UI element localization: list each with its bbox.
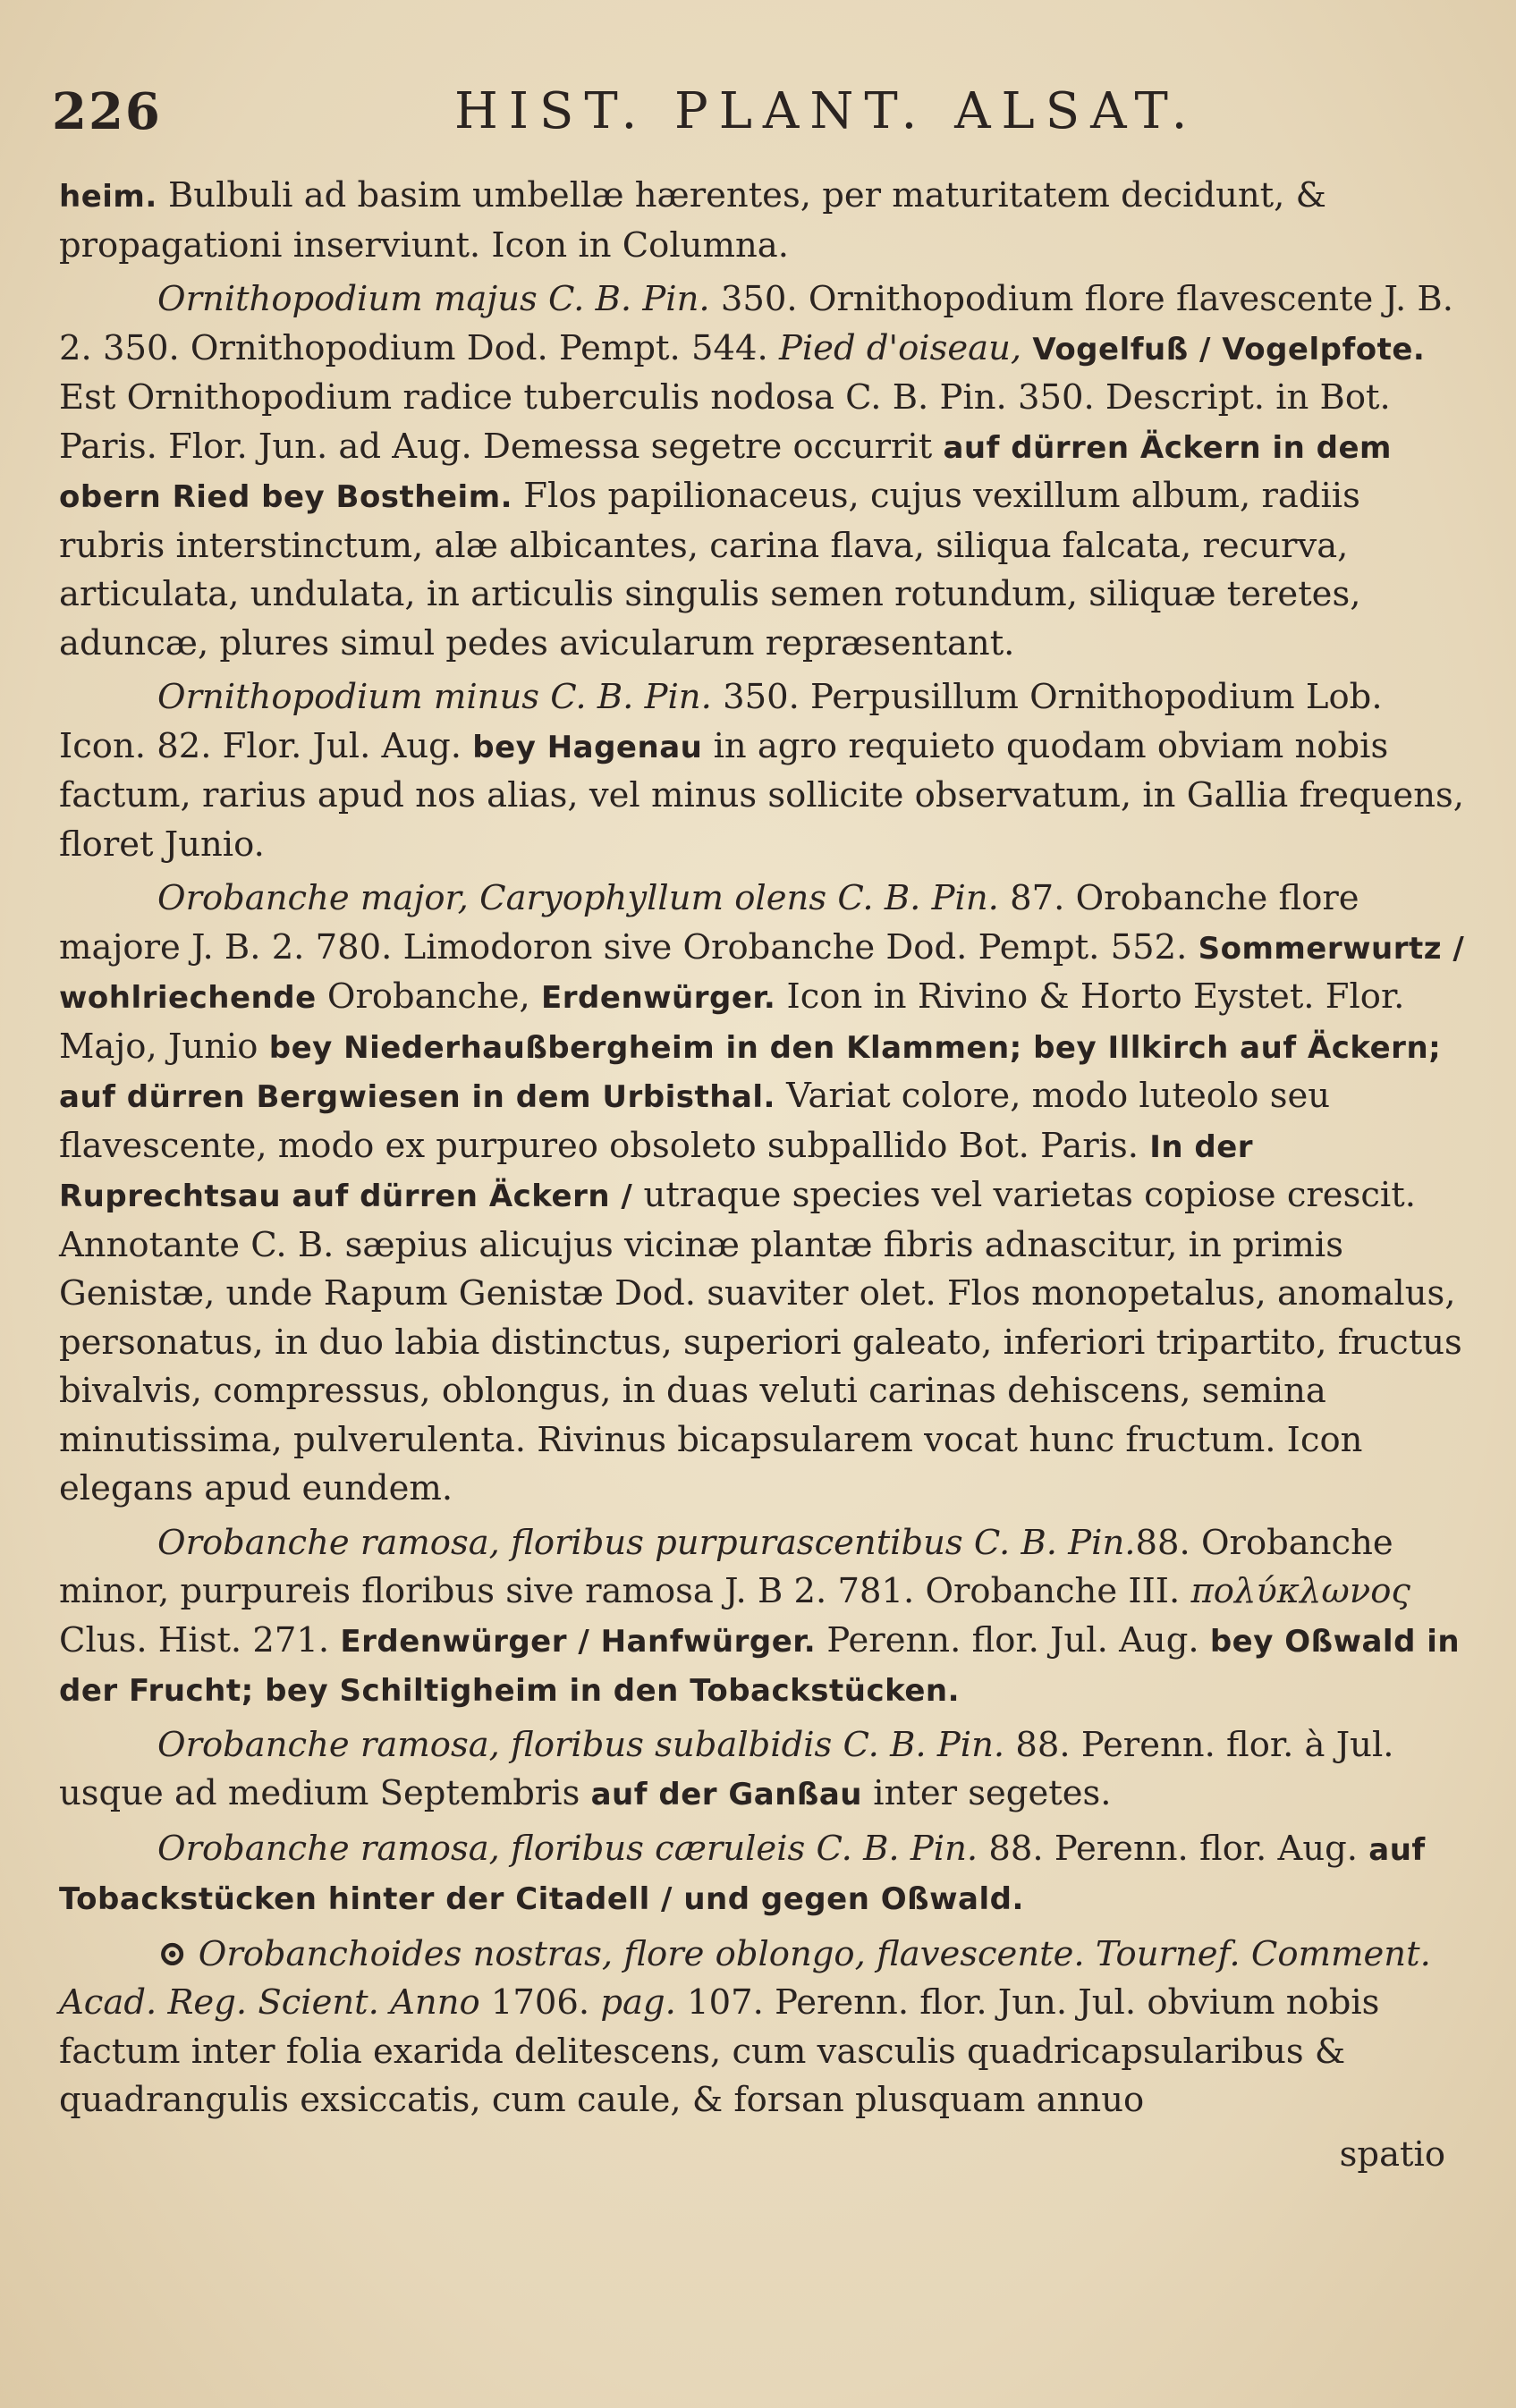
- text-run: inter segetes.: [862, 1773, 1112, 1813]
- text-run: 107. Perenn. flor. Jun. Jul. obvium nobis factum inter folia exarida delitescens, cum vasculis quadricapsularibus & quadrangulis exsiccatis, cum caule, & forsan plusquam annuo: [59, 1982, 1380, 2120]
- fraktur-text: bey Oßwald in der Frucht; bey Schiltigheim in den Tobackstücken.: [59, 1623, 1461, 1709]
- paragraph: [59, 1930, 1472, 2125]
- text-run: Icon in Rivino & Horto Eystet. Flor. Majo, Junio: [59, 976, 1405, 1067]
- text-run: 350. Ornithopodium flore flavescente J. B. 2. 350. Ornithopodium Dod. Pempt. 544.: [59, 279, 1453, 368]
- text-run: [1021, 328, 1032, 368]
- running-head: HIST. PLANT. ALSAT.: [454, 82, 1198, 140]
- italic-text: Orobanchoides nostras, flore oblongo, flavescente. Tournef. Comment. Acad. Reg. Scient. Anno: [59, 1933, 1431, 2023]
- italic-text: Pied d'oiseau,: [778, 327, 1022, 368]
- italic-text: Ornithopodium minus C. B. Pin.: [157, 677, 712, 717]
- text-run: Bulbuli ad basim umbellæ hærentes, per maturitatem decidunt, & propagationi inserviunt. Icon in Columna.: [59, 175, 1326, 266]
- text-run: Flos papilionaceus, cujus vexillum album, radiis rubris interstinctum, alæ albicantes, carina flava, siliqua falcata, recurva, articulata, undulata, in articulis singulis semen rotundum, siliquæ teretes, aduncæ, plures simul pedes avicularum repræsentant.: [59, 476, 1361, 663]
- fraktur-text: bey Hagenau: [472, 729, 703, 765]
- fraktur-text: heim.: [59, 179, 157, 215]
- fraktur-text: In der Ruprechtsau auf dürren Äckern /: [59, 1128, 1254, 1214]
- text-run: 88. Perenn. flor. Aug.: [978, 1828, 1369, 1869]
- catchword: spatio: [1339, 2133, 1445, 2175]
- text-run: 87. Orobanche flore majore J. B. 2. 780. Limodoron sive Orobanche Dod. Pempt. 552.: [59, 878, 1359, 967]
- paragraph: [59, 1721, 1472, 1820]
- paragraph: [59, 673, 1472, 869]
- italic-text: πολύκλωνος: [1190, 1571, 1410, 1611]
- page-header: [52, 82, 1456, 154]
- italic-text: Ornithopodium majus C. B. Pin.: [157, 279, 710, 319]
- fraktur-text: auf Tobackstücken hinter der Citadell / und gegen Oßwald.: [59, 1831, 1426, 1917]
- text-run: 88. Orobanche minor, purpureis floribus sive ramosa J. B 2. 781. Orobanche III.: [59, 1522, 1393, 1611]
- page-number: 226: [52, 82, 162, 141]
- text-run: Perenn. flor. Jul. Aug.: [816, 1619, 1210, 1660]
- text-run: Orobanche,: [316, 976, 542, 1017]
- fraktur-text: Erdenwürger.: [541, 980, 776, 1016]
- text-run: utraque species vel varietas copiose crescit. Annotante C. B. sæpius alicujus vicinæ plantæ fibris adnascitur, in primis Genistæ, unde Rapum Genistæ Dod. suaviter olet. Flos monopetalus, anomalus, personatus, in duo labia distinctus, superiori galeato, inferiori tripartito, fructus bivalvis, compressus, oblongus, in duas veluti carinas dehiscens, semina minutissima, pulverulenta. Rivinus bicapsularem vocat hunc fructum. Icon elegans apud eundem.: [59, 1175, 1462, 1508]
- paragraph: [59, 1519, 1472, 1716]
- text-run: [188, 1934, 199, 1974]
- italic-text: Orobanche ramosa, floribus subalbidis C. B. Pin.: [157, 1724, 1005, 1765]
- text-run: 350. Perpusillum Ornithopodium Lob. Icon. 82. Flor. Jul. Aug.: [59, 677, 1383, 766]
- paragraph: [59, 874, 1472, 1514]
- body-text: [59, 172, 1472, 2179]
- text-run: Variat colore, modo luteolo seu flavescente, modo ex purpureo obsoleto subpallido Bot. Paris.: [59, 1076, 1331, 1166]
- italic-text: Orobanche major, Caryophyllum olens C. B. Pin.: [157, 878, 999, 918]
- symbol-text: ⊙: [157, 1931, 188, 1974]
- text-run: 88. Perenn. flor. à Jul. usque ad medium Septembris: [59, 1724, 1394, 1813]
- fraktur-text: Vogelfuß / Vogelpfote.: [1032, 331, 1426, 368]
- fraktur-text: bey Niederhaußbergheim in den Klammen; bey Illkirch auf Äckern; auf dürren Bergwiesen in dem Urbisthal.: [59, 1029, 1442, 1115]
- fraktur-text: Erdenwürger / Hanfwürger.: [340, 1623, 817, 1660]
- text-run: Est Ornithopodium radice tuberculis nodosa C. B. Pin. 350. Descript. in Bot. Paris. Flor. Jun. ad Aug. Demessa segetre occurrit: [59, 377, 1391, 467]
- text-run: 1706.: [479, 1982, 601, 2023]
- paragraph: [59, 172, 1472, 270]
- fraktur-text: auf dürren Äckern in dem obern Ried bey Bostheim.: [59, 429, 1392, 515]
- italic-text: pag.: [600, 1982, 676, 2023]
- text-run: in agro requieto quodam obviam nobis factum, rarius apud nos alias, vel minus sollicite observatum, in Gallia frequens, floret Junio.: [59, 725, 1464, 865]
- italic-text: Orobanche ramosa, floribus purpurascentibus C. B. Pin.: [157, 1522, 1136, 1563]
- paragraph: [59, 1825, 1472, 1924]
- italic-text: Orobanche ramosa, floribus cæruleis C. B. Pin.: [157, 1828, 978, 1869]
- text-run: Clus. Hist. 271.: [59, 1619, 341, 1660]
- fraktur-text: auf der Ganßau: [590, 1777, 863, 1812]
- paragraph: [59, 275, 1472, 668]
- fraktur-text: Sommerwurtz / wohlriechende: [59, 930, 1465, 1016]
